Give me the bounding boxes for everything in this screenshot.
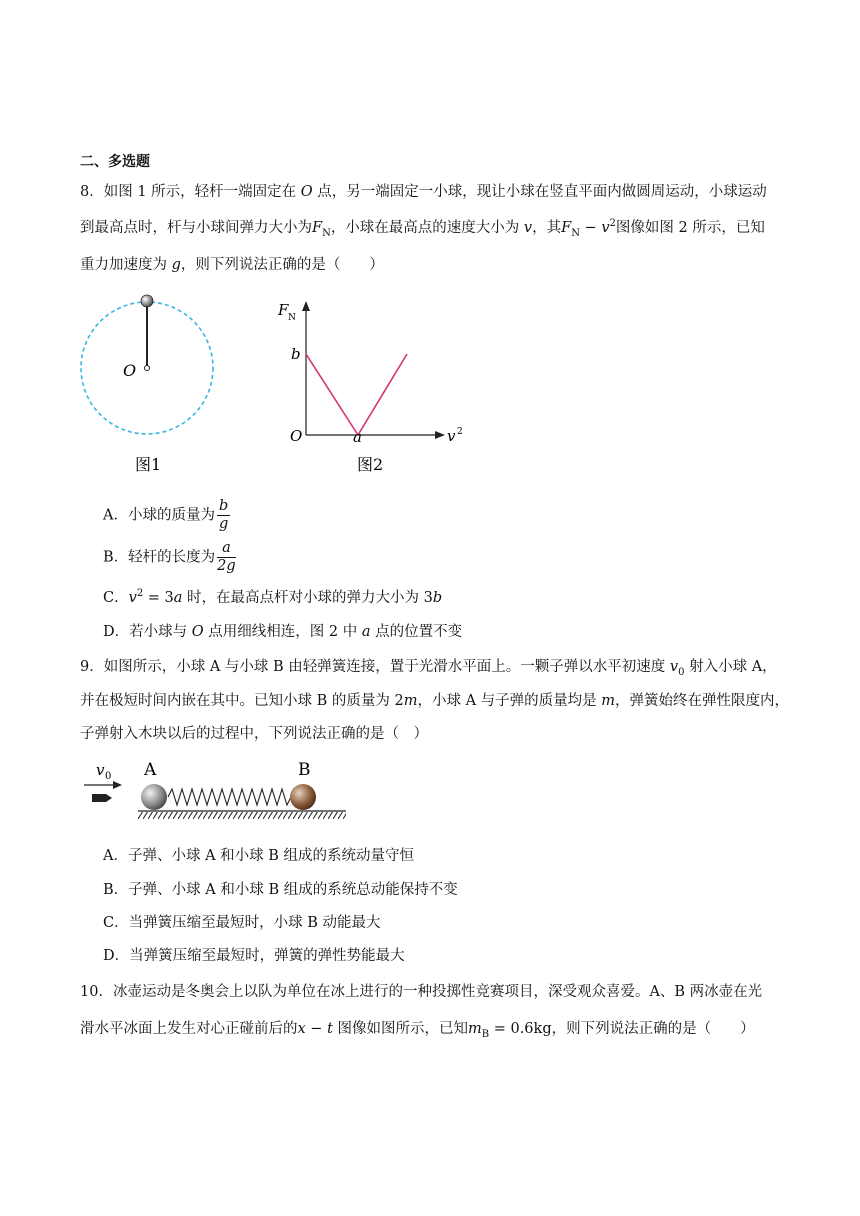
q10-line-2: 滑水平冰面上发生对心正碰前后的x − t 图像如图所示，已知$m_B = 0.6kg$，则下列说法正确的是（ ）	[80, 1021, 755, 1040]
q9-line-1: 9．如图所示，小球 A 与小球 B 由轻弹簧连接，置于光滑水平面上。一颗子弹以水平初速度 $v_0$ 射入小球 A，	[80, 659, 777, 678]
q8-line-2: 到最高点时，杆与小球间弹力大小为$F_N$，小球在最高点的速度大小为 v，其$F_N - v^2$图像如图 2 所示，已知	[80, 218, 765, 239]
svg-text:v: v	[447, 427, 456, 445]
q8-option-c: C．$v^2 = 3a$ 时，在最高点杆对小球的弹力大小为 3b	[103, 588, 443, 606]
svg-text:2: 2	[457, 427, 463, 437]
section-heading: 二、多选题	[80, 154, 150, 170]
q8-option-d: D．若小球与 O 点用细线相连，图 2 中 a 点的位置不变	[103, 624, 463, 640]
q9-figure	[78, 755, 358, 827]
q9-option-c: C．当弹簧压缩至最短时，小球 B 动能最大	[103, 915, 381, 931]
q9-line-3: 子弹射入木块以后的过程中，下列说法正确的是（ ）	[80, 726, 428, 742]
q8-option-b: B．轻杆的长度为 $\frac{a}{2g}$	[103, 540, 236, 574]
svg-text:b: b	[291, 345, 301, 363]
fig1-label: 图1	[135, 455, 162, 474]
ball-a-label: A	[144, 760, 157, 780]
q8-line-3: 重力加速度为 g，则下列说法正确的是（ ）	[80, 257, 384, 273]
q10-line-1: 10．冰壶运动是冬奥会上以队为单位在冰上进行的一种投掷性竞赛项目，深受观众喜爱。A、B 两冰壶在光	[80, 984, 763, 1000]
q9-line-2: 并在极短时间内嵌在其中。已知小球 B 的质量为 2m，小球 A 与子弹的质量均是 m，弹簧始终在弹性限度内，	[80, 693, 790, 709]
q9-option-a: A．子弹、小球 A 和小球 B 组成的系统动量守恒	[103, 848, 415, 864]
svg-text:O: O	[123, 361, 137, 380]
q8-option-a: A．小球的质量为 $\frac{b}{g}$	[103, 498, 229, 532]
ball-b-label: B	[298, 760, 311, 780]
q9-option-b: B．子弹、小球 A 和小球 B 组成的系统总动能保持不变	[103, 882, 458, 898]
svg-text:v: v	[96, 761, 105, 779]
q9-option-d: D．当弹簧压缩至最短时，弹簧的弹性势能最大	[103, 948, 405, 964]
q8-line-1: 8．如图 1 所示，轻杆一端固定在 O 点，另一端固定一小球，现让小球在竖直平面内做圆周运动，小球运动	[80, 184, 767, 200]
q8-figure-1	[75, 290, 225, 475]
fig2-label: 图2	[357, 455, 384, 474]
svg-text:F: F	[278, 301, 289, 319]
svg-text:a: a	[353, 428, 362, 446]
q8-figure-2	[265, 295, 480, 480]
svg-text:N: N	[288, 313, 296, 323]
svg-text:O: O	[290, 427, 303, 445]
svg-text:0: 0	[105, 771, 112, 782]
